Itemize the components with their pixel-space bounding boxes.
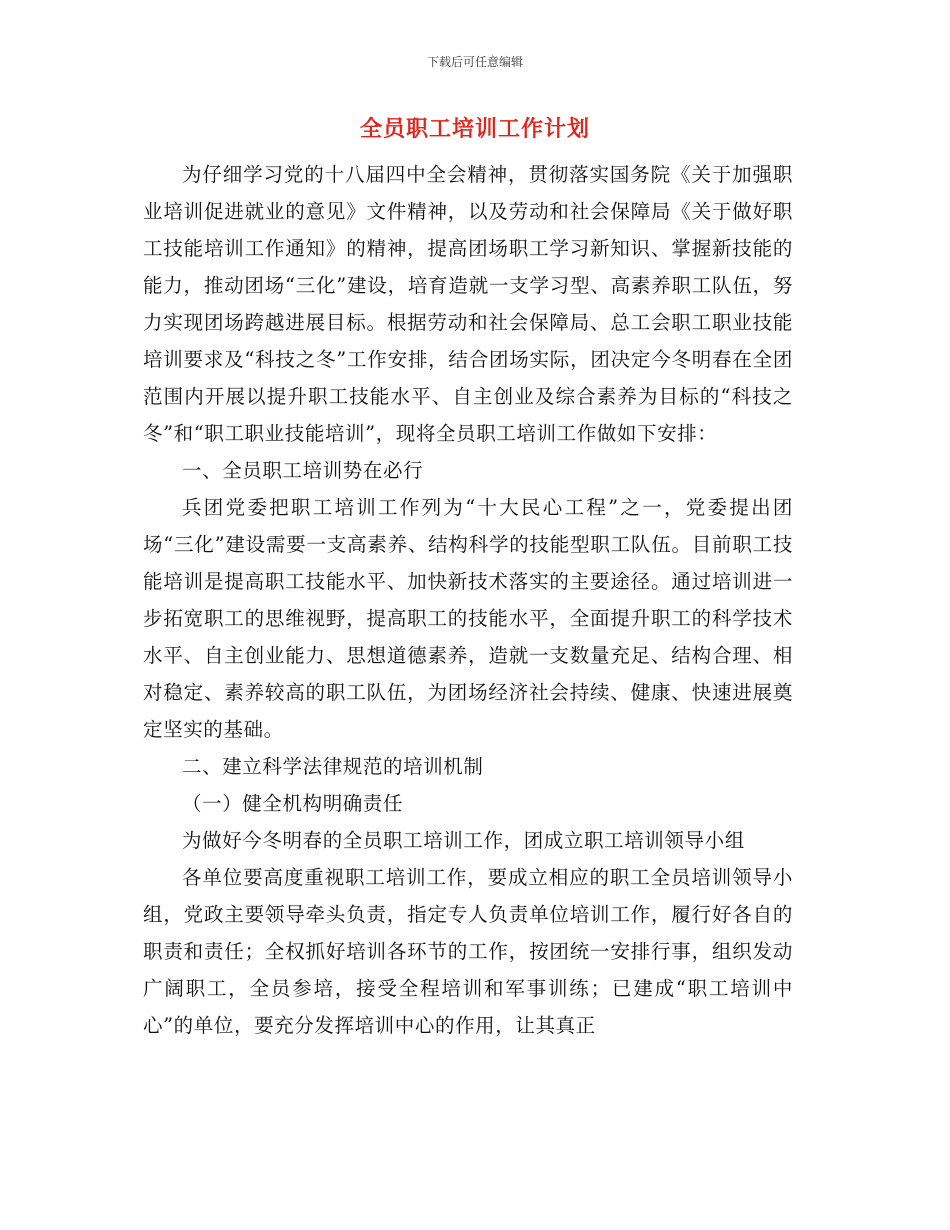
header-note: 下载后可任意编辑 xyxy=(426,55,523,69)
paragraph-unit-responsibilities: 各单位要高度重视职工培训工作，要成立相应的职工全员培训领导小组，党政主要领导牵头负责，指定专人负责单位培训工作，履行好各自的职责和责任；全权抓好培训各环节的工作，按团统一安排行事，组织发动广阔职工，全员参培，接受全程培训和军事训练；已建成“职工培训中心”的单位，要充分发挥培训中心的作用，让其真正 xyxy=(143,866,793,1037)
paragraph-intro: 为仔细学习党的十八届四中全会精神，贯彻落实国务院《关于加强职业培训促进就业的意见》文件精神，以及劳动和社会保障局《关于做好职工技能培训工作通知》的精神，提高团场职工学习新知识、掌握新技能的能力，推动团场“三化”建设，培育造就一支学习型、高素养职工队伍，努力实现团场跨越进展目标。根据劳动和社会保障局、总工会职工职业技能培训要求及“科技之冬”工作安排，结合团场实际，团决定今冬明春在全团范围内开展以提升职工技能水平、自主创业及综合素养为目标的“科技之冬”和“职工职业技能培训”，现将全员职工培训工作做如下安排： xyxy=(143,163,793,445)
paragraph-section-1: 兵团党委把职工培训工作列为“十大民心工程”之一，党委提出团场“三化”建设需要一支高素养、结构科学的技能型职工队伍。目前职工技能培训是提高职工技能水平、加快新技术落实的主要途径。通过培训进一步拓宽职工的思维视野，提高职工的技能水平，全面提升职工的科学技术水平、自主创业能力、思想道德素养，造就一支数量充足、结构合理、相对稳定、素养较高的职工队伍，为团场经济社会持续、健康、快速进展奠定坚实的基础。 xyxy=(143,496,793,741)
section-heading-2: 二、建立科学法律规范的培训机制 xyxy=(182,755,484,778)
document-body xyxy=(143,156,793,1044)
section-heading-1: 一、全员职工培训势在必行 xyxy=(182,459,424,482)
document-title: 全员职工培训工作计划 xyxy=(359,116,590,142)
paragraph-leadership-group: 为做好今冬明春的全员职工培训工作，团成立职工培训领导小组 xyxy=(182,829,745,852)
subsection-heading-1: （一）健全机构明确责任 xyxy=(182,792,404,815)
